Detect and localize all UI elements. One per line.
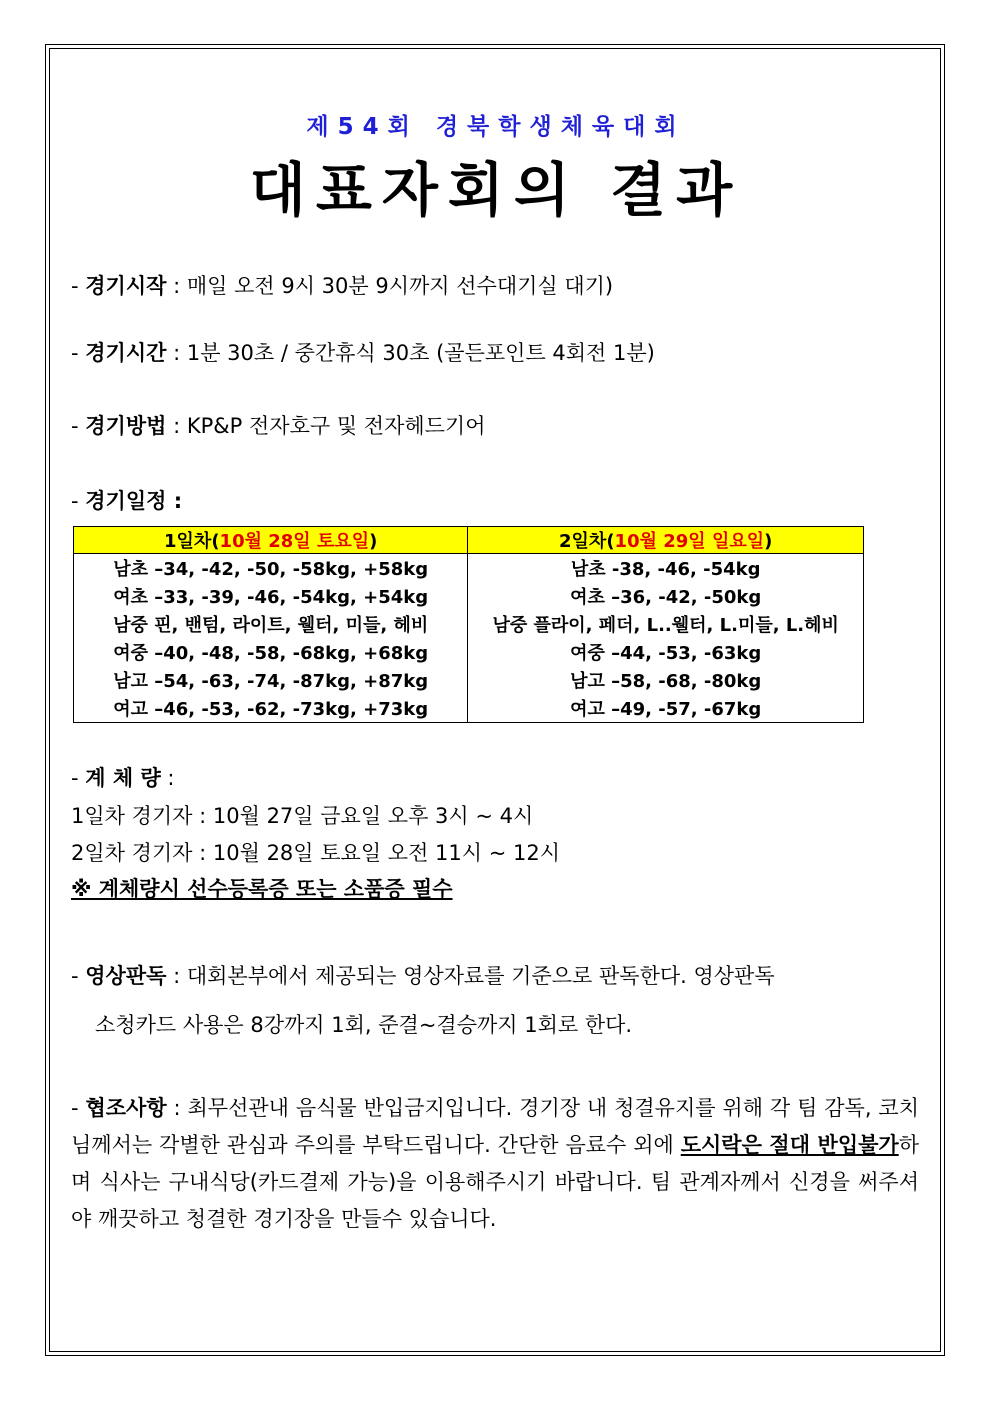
section-start-text: 매일 오전 9시 30분 9시까지 선수대기실 대기) — [186, 274, 614, 298]
weigh-in-note: ※ 계체량시 선수등록증 또는 소품증 필수 — [71, 877, 453, 901]
cooperation-emphasis: 도시락은 절대 반입불가 — [680, 1133, 899, 1157]
weigh-in-day1: 1일차 경기자 : 10월 27일 금요일 오후 3시 ~ 4시 — [71, 804, 534, 828]
table-cell: 남고 –54, -63, -74, -87kg, +87kg — [74, 666, 468, 694]
section-schedule-label: 경기일정 : — [85, 489, 183, 513]
section-video-label: 영상판독 — [85, 964, 167, 988]
section-method-label: 경기방법 — [85, 414, 167, 438]
weigh-in-day2: 2일차 경기자 : 10월 28일 토요일 오전 11시 ~ 12시 — [71, 841, 560, 865]
table-row — [74, 666, 864, 694]
section-schedule: - 경기일정 : — [71, 489, 183, 513]
section-time: - 경기시간 : 1분 30초 / 중간휴식 30초 (골든포인트 4회전 1분) — [71, 341, 655, 365]
video-line1: 대회본부에서 제공되는 영상자료를 기준으로 판독한다. 영상판독 — [186, 964, 775, 988]
section-method: - 경기방법 : KP&P 전자호구 및 전자헤드기어 — [71, 414, 486, 438]
table-cell: 여초 –33, -39, -46, -54kg, +54kg — [74, 582, 468, 610]
table-row — [74, 694, 864, 723]
schedule-table — [73, 526, 864, 723]
table-cell: 여초 –36, -42, -50kg — [468, 582, 864, 610]
section-weigh-in: - 계 체 량 : — [71, 766, 175, 790]
table-cell: 남중 플라이, 페더, L..웰터, L.미들, L.헤비 — [468, 610, 864, 638]
table-cell: 남초 -38, -46, -54kg — [468, 554, 864, 583]
video-line2: 소청카드 사용은 8강까지 1회, 준결~결승까지 1회로 한다. — [95, 1013, 633, 1037]
section-cooperation-label: 협조사항 — [85, 1096, 167, 1120]
day2-date: 10월 29일 일요일 — [614, 531, 765, 552]
table-cell: 남중 핀, 밴텀, 라이트, 웰터, 미들, 헤비 — [74, 610, 468, 638]
table-cell: 여고 –46, -53, -62, -73kg, +73kg — [74, 694, 468, 723]
day1-header: 1일차(10월 28일 토요일) — [74, 527, 468, 554]
table-cell: 여중 –40, -48, -58, -68kg, +68kg — [74, 638, 468, 666]
table-cell: 여고 –49, -57, -67kg — [468, 694, 864, 723]
section-method-text: KP&P 전자호구 및 전자헤드기어 — [186, 414, 486, 438]
table-row — [74, 638, 864, 666]
section-weigh-in-label: 계 체 량 — [85, 766, 161, 790]
table-row — [74, 582, 864, 610]
cooperation-text-a: 최무선관내 음식물 반입금지입니다. 경기장 내 청결유지를 위해 각 팀 감독, 코치님께서는 각별한 관심과 주의를 부탁드립니다. 간단한 음료수 외에 — [71, 1096, 919, 1157]
table-cell: 남초 –34, -42, -50, -58kg, +58kg — [74, 554, 468, 583]
section-video: - 영상판독 : 대회본부에서 제공되는 영상자료를 기준으로 판독한다. 영상판독 소청카드 사용은 8강까지 1회, 준결~결승까지 1회로 한다. — [71, 952, 919, 1050]
schedule-header-row — [74, 527, 864, 554]
table-cell: 여중 –44, -53, -63kg — [468, 638, 864, 666]
section-start: - 경기시작 : 매일 오전 9시 30분 9시까지 선수대기실 대기) — [71, 274, 614, 298]
page-title: 대표자회의 결과 — [249, 156, 743, 224]
table-row — [74, 610, 864, 638]
day1-date: 10월 28일 토요일 — [219, 531, 370, 552]
section-start-label: 경기시작 — [85, 274, 167, 298]
event-subtitle: 제54회 경북학생체육대회 — [306, 114, 686, 140]
table-row — [74, 554, 864, 583]
cooperation-text-b: 하며 식사는 구내식당(카드결제 가능)을 이용해주시기 바랍니다. 팀 관계자께서 신경을 써주셔야 깨끗하고 청결한 경기장을 만들수 있습니다. — [71, 1133, 919, 1231]
day2-header: 2일차(10월 29일 일요일) — [468, 527, 864, 554]
section-cooperation: - 협조사항 : 최무선관내 음식물 반입금지입니다. 경기장 내 청결유지를 위해 각 팀 감독, 코치님께서는 각별한 관심과 주의를 부탁드립니다. 간단한 음료수 외에 도시락은 절대 반입불가하며 식사는 구내식당(카드결제 가능)을 이용해주시기 바랍니다. 팀 관계자께서 신경을 써주셔야 깨끗하고 청결한 경기장을 만들수 있습니다. — [71, 1096, 919, 1231]
section-time-text: 1분 30초 / 중간휴식 30초 (골든포인트 4회전 1분) — [186, 341, 655, 365]
section-time-label: 경기시간 — [85, 341, 167, 365]
table-cell: 남고 –58, -68, -80kg — [468, 666, 864, 694]
